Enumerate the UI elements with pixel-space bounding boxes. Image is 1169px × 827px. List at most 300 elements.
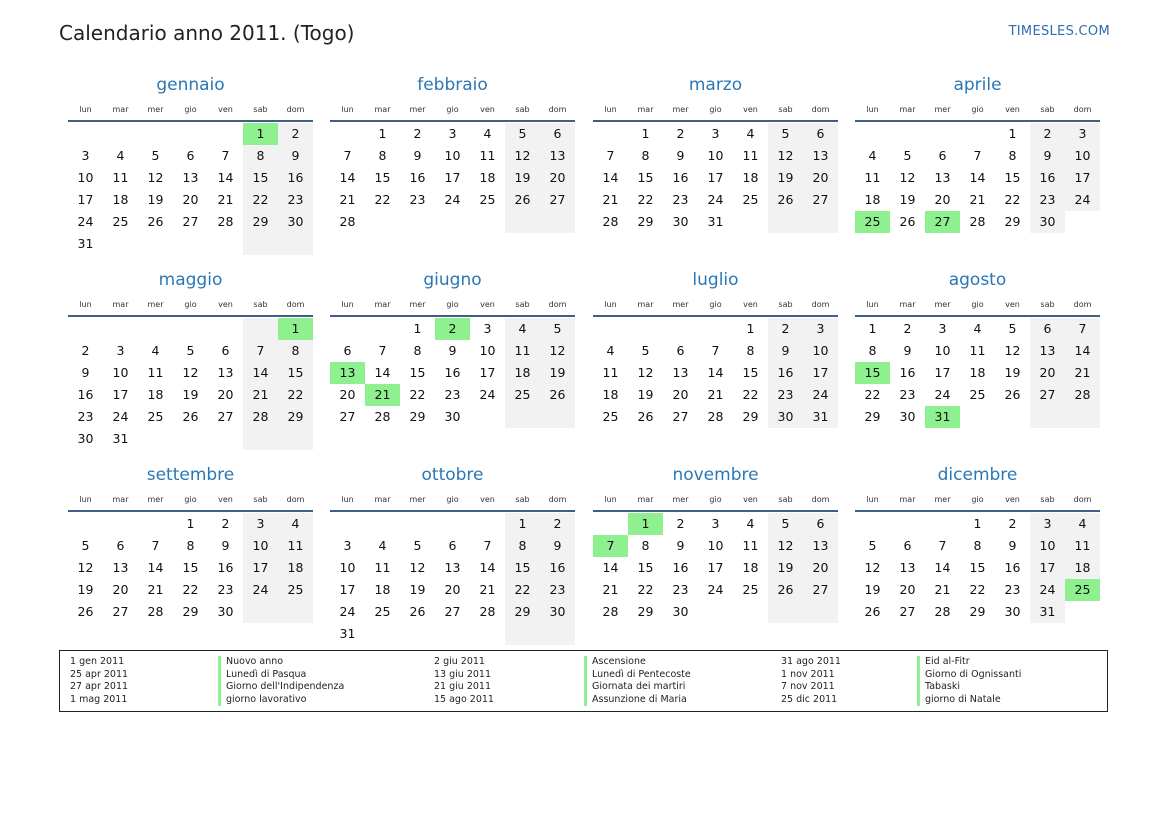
- day-cell: 13: [444, 560, 461, 575]
- day-cell: 8: [746, 343, 755, 358]
- day-cell: 27: [444, 604, 461, 619]
- day-cell: 7: [938, 538, 947, 553]
- day-cell: 12: [182, 365, 199, 380]
- day-cell: 10: [803, 340, 838, 362]
- day-cell: 5: [641, 343, 650, 358]
- day-cell: 31: [77, 236, 94, 251]
- weekday-header: [330, 102, 575, 118]
- day-cell: 7: [378, 343, 387, 358]
- day-cell: 26: [182, 409, 199, 424]
- empty-cell: [698, 601, 733, 623]
- day-cell: 19: [768, 557, 803, 579]
- day-cell: 7: [973, 148, 982, 163]
- weekday-label: mer: [147, 105, 164, 114]
- weekday-label: ven: [218, 105, 233, 114]
- day-cell: 13: [112, 560, 129, 575]
- day-cell: 26: [505, 189, 540, 211]
- weekday-label: gio: [184, 300, 197, 309]
- empty-cell: [470, 513, 505, 535]
- day-cell: 8: [505, 535, 540, 557]
- day-cell: 19: [899, 192, 916, 207]
- day-cell: 14: [602, 560, 619, 575]
- day-cell: 22: [374, 192, 391, 207]
- day-cell: 5: [505, 123, 540, 145]
- month-gennaio: [68, 74, 313, 255]
- day-cell: 29: [409, 409, 426, 424]
- empty-cell: [803, 601, 838, 623]
- header-rule: [330, 510, 575, 512]
- weekday-label: mar: [374, 105, 391, 114]
- day-cell: 30: [278, 211, 313, 233]
- day-cell: 12: [77, 560, 94, 575]
- empty-cell: [138, 123, 173, 145]
- day-cell: 26: [768, 189, 803, 211]
- day-cell: 25: [278, 579, 313, 601]
- day-cell: 22: [742, 387, 759, 402]
- weekday-label: ven: [218, 300, 233, 309]
- weekday-label: ven: [743, 105, 758, 114]
- day-cell: 20: [540, 167, 575, 189]
- day-cell: 29: [637, 214, 654, 229]
- empty-cell: [138, 513, 173, 535]
- day-cell: 27: [540, 189, 575, 211]
- legend-names: [917, 656, 1021, 706]
- day-cell: 17: [444, 170, 461, 185]
- legend-date: 13 giu 2011: [434, 668, 491, 680]
- day-cell: 6: [186, 148, 195, 163]
- day-cell: 3: [116, 343, 125, 358]
- empty-cell: [68, 513, 103, 535]
- empty-cell: [1030, 406, 1065, 428]
- day-cell: 4: [606, 343, 615, 358]
- legend-date: 7 nov 2011: [781, 681, 835, 693]
- day-cell: 4: [483, 126, 492, 141]
- day-cell: 7: [483, 538, 492, 553]
- empty-cell: [208, 233, 243, 255]
- legend-holiday-name: Lunedì di Pentecoste: [592, 668, 691, 680]
- empty-cell: [365, 211, 400, 233]
- weekday-label: lun: [79, 300, 92, 309]
- day-cell: 19: [147, 192, 164, 207]
- day-cell: 21: [243, 384, 278, 406]
- day-cell: 7: [606, 148, 615, 163]
- day-cell: 10: [707, 538, 724, 553]
- day-cell: 15: [1004, 170, 1021, 185]
- day-cell: 19: [182, 387, 199, 402]
- day-cell: 26: [768, 579, 803, 601]
- weekday-label: gio: [709, 495, 722, 504]
- day-cell: 1: [973, 516, 982, 531]
- day-cell: 22: [243, 189, 278, 211]
- legend-date: 1 mag 2011: [70, 693, 128, 705]
- empty-cell: [330, 513, 365, 535]
- empty-cell: [208, 123, 243, 145]
- day-cell: 25: [1065, 579, 1100, 601]
- month-name: settembre: [146, 465, 235, 485]
- day-cell: 1: [243, 123, 278, 145]
- weekday-label: mar: [899, 105, 916, 114]
- empty-cell: [208, 318, 243, 340]
- legend-dates: [70, 656, 128, 706]
- day-cell: 8: [186, 538, 195, 553]
- day-cell: 3: [483, 321, 492, 336]
- day-cell: 2: [540, 513, 575, 535]
- day-cell: 26: [637, 409, 654, 424]
- day-cell: 18: [742, 560, 759, 575]
- day-cell: 26: [409, 604, 426, 619]
- legend-holiday-name: giorno di Natale: [925, 693, 1001, 705]
- day-cell: 29: [243, 211, 278, 233]
- weekday-label: lun: [866, 495, 879, 504]
- day-cell: 3: [938, 321, 947, 336]
- empty-cell: [330, 318, 365, 340]
- day-cell: 25: [742, 582, 759, 597]
- weekday-label: sab: [1040, 105, 1055, 114]
- day-cell: 6: [903, 538, 912, 553]
- day-grid: [330, 513, 575, 645]
- month-name: marzo: [688, 75, 743, 95]
- day-cell: 14: [1065, 340, 1100, 362]
- empty-cell: [365, 318, 400, 340]
- weekday-header: [855, 102, 1100, 118]
- weekday-label: gio: [709, 300, 722, 309]
- day-cell: 25: [479, 192, 496, 207]
- weekday-header: [330, 492, 575, 508]
- day-cell: 18: [1065, 557, 1100, 579]
- day-cell: 16: [768, 362, 803, 384]
- day-cell: 19: [637, 387, 654, 402]
- day-cell: 15: [505, 557, 540, 579]
- day-cell: 24: [707, 192, 724, 207]
- empty-cell: [470, 623, 505, 645]
- empty-cell: [540, 406, 575, 428]
- day-cell: 2: [435, 318, 470, 340]
- month-luglio: [593, 269, 838, 428]
- day-cell: 2: [768, 318, 803, 340]
- day-grid: [330, 123, 575, 233]
- weekday-header: [593, 492, 838, 508]
- day-cell: 16: [278, 167, 313, 189]
- day-cell: 25: [505, 384, 540, 406]
- month-name: gennaio: [156, 75, 225, 95]
- day-cell: 24: [77, 214, 94, 229]
- day-cell: 11: [742, 148, 759, 163]
- day-cell: 15: [409, 365, 426, 380]
- day-grid: [593, 123, 838, 233]
- day-cell: 28: [969, 214, 986, 229]
- day-cell: 2: [676, 516, 685, 531]
- day-cell: 24: [934, 387, 951, 402]
- legend-holiday-name: Assunzione di Maria: [592, 693, 687, 705]
- day-cell: 17: [707, 560, 724, 575]
- day-cell: 11: [742, 538, 759, 553]
- day-cell: 27: [182, 214, 199, 229]
- header-rule: [330, 315, 575, 317]
- empty-cell: [890, 513, 925, 535]
- day-cell: 4: [1065, 513, 1100, 535]
- weekday-label: lun: [604, 495, 617, 504]
- weekday-label: mar: [637, 300, 654, 309]
- legend-holiday-name: Giorno dell'Indipendenza: [226, 681, 345, 693]
- day-cell: 11: [112, 170, 129, 185]
- day-cell: 3: [711, 516, 720, 531]
- empty-cell: [103, 233, 138, 255]
- empty-cell: [505, 406, 540, 428]
- empty-cell: [470, 406, 505, 428]
- empty-cell: [663, 318, 698, 340]
- empty-cell: [173, 428, 208, 450]
- day-cell: 17: [112, 387, 129, 402]
- day-cell: 20: [112, 582, 129, 597]
- day-cell: 15: [637, 170, 654, 185]
- day-cell: 15: [855, 362, 890, 384]
- weekday-label: ven: [480, 300, 495, 309]
- weekday-label: ven: [480, 495, 495, 504]
- weekday-label: dom: [1073, 105, 1092, 114]
- day-cell: 20: [182, 192, 199, 207]
- brand-link[interactable]: TIMESLES.COM: [1008, 24, 1110, 39]
- weekday-label: gio: [971, 300, 984, 309]
- day-cell: 12: [540, 340, 575, 362]
- day-cell: 16: [217, 560, 234, 575]
- day-cell: 15: [969, 560, 986, 575]
- day-cell: 26: [1004, 387, 1021, 402]
- legend-holiday-name: Tabaski: [925, 681, 960, 693]
- day-cell: 9: [676, 148, 685, 163]
- day-cell: 23: [444, 387, 461, 402]
- day-cell: 6: [938, 148, 947, 163]
- day-grid: [855, 513, 1100, 623]
- weekday-label: gio: [184, 495, 197, 504]
- empty-cell: [138, 233, 173, 255]
- day-cell: 23: [672, 192, 689, 207]
- month-agosto: [855, 269, 1100, 428]
- day-cell: 4: [116, 148, 125, 163]
- weekday-label: sab: [778, 495, 793, 504]
- day-cell: 10: [1065, 145, 1100, 167]
- day-cell: 29: [278, 406, 313, 428]
- day-cell: 28: [934, 604, 951, 619]
- day-cell: 18: [147, 387, 164, 402]
- day-cell: 30: [672, 604, 689, 619]
- day-cell: 29: [1004, 214, 1021, 229]
- day-cell: 1: [746, 321, 755, 336]
- weekday-label: dom: [811, 105, 830, 114]
- day-cell: 6: [448, 538, 457, 553]
- day-cell: 27: [339, 409, 356, 424]
- weekday-label: gio: [446, 495, 459, 504]
- day-cell: 10: [479, 343, 496, 358]
- empty-cell: [925, 513, 960, 535]
- weekday-label: sab: [253, 105, 268, 114]
- day-cell: 2: [676, 126, 685, 141]
- day-cell: 19: [864, 582, 881, 597]
- day-cell: 25: [374, 604, 391, 619]
- day-grid: [68, 123, 313, 255]
- day-cell: 25: [742, 192, 759, 207]
- day-cell: 16: [1030, 167, 1065, 189]
- day-cell: 9: [540, 535, 575, 557]
- weekday-label: mer: [147, 495, 164, 504]
- day-cell: 11: [505, 340, 540, 362]
- day-cell: 13: [540, 145, 575, 167]
- empty-cell: [1065, 406, 1100, 428]
- day-cell: 27: [672, 409, 689, 424]
- day-cell: 18: [374, 582, 391, 597]
- month-name: ottobre: [421, 465, 484, 485]
- day-cell: 28: [374, 409, 391, 424]
- day-cell: 20: [339, 387, 356, 402]
- legend-names: [218, 656, 344, 706]
- day-cell: 24: [1030, 579, 1065, 601]
- day-cell: 23: [672, 582, 689, 597]
- weekday-label: gio: [184, 105, 197, 114]
- weekday-label: lun: [341, 495, 354, 504]
- day-cell: 15: [742, 365, 759, 380]
- day-cell: 17: [339, 582, 356, 597]
- empty-cell: [278, 428, 313, 450]
- day-cell: 1: [868, 321, 877, 336]
- day-grid: [68, 318, 313, 450]
- day-cell: 11: [374, 560, 391, 575]
- day-cell: 2: [903, 321, 912, 336]
- weekday-label: dom: [286, 495, 305, 504]
- day-cell: 7: [243, 340, 278, 362]
- day-cell: 19: [1004, 365, 1021, 380]
- legend-holiday-name: Eid al-Fitr: [925, 656, 970, 667]
- empty-cell: [435, 623, 470, 645]
- weekday-label: lun: [79, 105, 92, 114]
- day-cell: 8: [278, 340, 313, 362]
- day-cell: 9: [1030, 145, 1065, 167]
- day-cell: 22: [969, 582, 986, 597]
- day-cell: 7: [1065, 318, 1100, 340]
- empty-cell: [103, 318, 138, 340]
- day-cell: 15: [278, 362, 313, 384]
- weekday-label: lun: [604, 300, 617, 309]
- day-cell: 5: [81, 538, 90, 553]
- legend-holiday-name: giorno lavorativo: [226, 693, 307, 705]
- empty-cell: [243, 428, 278, 450]
- header-rule: [855, 510, 1100, 512]
- day-cell: 11: [602, 365, 619, 380]
- empty-cell: [1065, 601, 1100, 623]
- day-cell: 3: [81, 148, 90, 163]
- day-cell: 14: [339, 170, 356, 185]
- day-cell: 11: [278, 535, 313, 557]
- day-cell: 21: [602, 582, 619, 597]
- day-cell: 7: [593, 535, 628, 557]
- day-cell: 28: [707, 409, 724, 424]
- day-cell: 10: [707, 148, 724, 163]
- day-cell: 8: [243, 145, 278, 167]
- empty-cell: [365, 623, 400, 645]
- weekday-header: [855, 492, 1100, 508]
- day-cell: 16: [444, 365, 461, 380]
- day-cell: 20: [1030, 362, 1065, 384]
- day-cell: 4: [868, 148, 877, 163]
- day-cell: 11: [147, 365, 164, 380]
- day-cell: 20: [899, 582, 916, 597]
- empty-cell: [103, 123, 138, 145]
- day-cell: 9: [448, 343, 457, 358]
- day-cell: 28: [479, 604, 496, 619]
- day-cell: 25: [112, 214, 129, 229]
- month-novembre: [593, 464, 838, 623]
- empty-cell: [593, 318, 628, 340]
- legend-date: 31 ago 2011: [781, 656, 841, 667]
- day-cell: 21: [1065, 362, 1100, 384]
- empty-cell: [103, 513, 138, 535]
- day-cell: 7: [343, 148, 352, 163]
- empty-cell: [68, 318, 103, 340]
- day-cell: 6: [540, 123, 575, 145]
- day-cell: 11: [969, 343, 986, 358]
- empty-cell: [173, 233, 208, 255]
- day-cell: 10: [1030, 535, 1065, 557]
- day-cell: 29: [182, 604, 199, 619]
- empty-cell: [768, 601, 803, 623]
- weekday-label: lun: [341, 105, 354, 114]
- weekday-label: dom: [548, 495, 567, 504]
- empty-cell: [173, 123, 208, 145]
- legend-holiday-name: Nuovo anno: [226, 656, 284, 667]
- weekday-label: dom: [548, 105, 567, 114]
- empty-cell: [733, 601, 768, 623]
- legend-holiday-name: Ascensione: [592, 656, 646, 667]
- day-cell: 8: [973, 538, 982, 553]
- day-cell: 13: [899, 560, 916, 575]
- empty-cell: [400, 211, 435, 233]
- empty-cell: [243, 318, 278, 340]
- legend-holiday-name: Giornata dei martiri: [592, 681, 686, 693]
- empty-cell: [855, 123, 890, 145]
- day-cell: 19: [77, 582, 94, 597]
- day-cell: 13: [1030, 340, 1065, 362]
- day-cell: 14: [217, 170, 234, 185]
- day-cell: 6: [343, 343, 352, 358]
- weekday-label: dom: [286, 105, 305, 114]
- day-cell: 24: [1065, 189, 1100, 211]
- day-cell: 30: [540, 601, 575, 623]
- empty-cell: [733, 211, 768, 233]
- day-cell: 12: [1004, 343, 1021, 358]
- day-cell: 17: [77, 192, 94, 207]
- day-cell: 22: [1004, 192, 1021, 207]
- day-cell: 23: [409, 192, 426, 207]
- weekday-label: sab: [515, 105, 530, 114]
- weekday-label: gio: [446, 300, 459, 309]
- day-cell: 13: [934, 170, 951, 185]
- day-cell: 5: [903, 148, 912, 163]
- day-cell: 27: [925, 211, 960, 233]
- day-cell: 13: [672, 365, 689, 380]
- day-cell: 14: [969, 170, 986, 185]
- day-cell: 30: [444, 409, 461, 424]
- empty-cell: [593, 513, 628, 535]
- day-cell: 24: [479, 387, 496, 402]
- day-cell: 1: [1008, 126, 1017, 141]
- day-cell: 5: [413, 538, 422, 553]
- weekday-label: mar: [374, 300, 391, 309]
- weekday-label: sab: [515, 300, 530, 309]
- day-cell: 26: [540, 384, 575, 406]
- day-cell: 1: [641, 126, 650, 141]
- empty-cell: [925, 123, 960, 145]
- month-name: aprile: [953, 75, 1002, 95]
- day-cell: 29: [637, 604, 654, 619]
- day-cell: 24: [803, 384, 838, 406]
